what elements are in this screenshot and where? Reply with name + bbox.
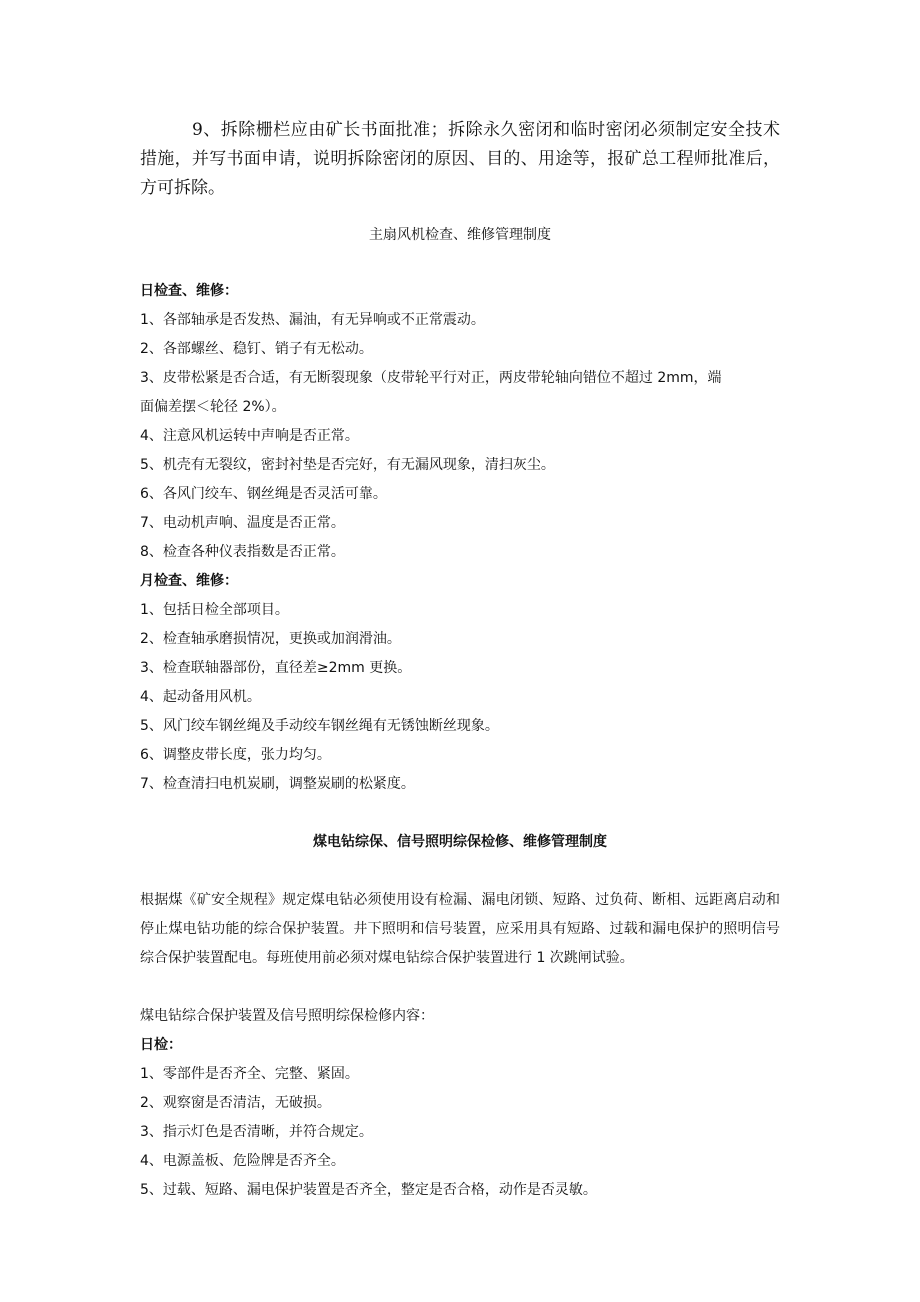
section2-daily-item-3: 3、指示灯色是否清晰，并符合规定。	[140, 1124, 373, 1140]
section1-daily-item-4: 4、注意风机运转中声响是否正常。	[140, 428, 359, 444]
section1-daily-item-2: 2、各部螺丝、稳钉、销子有无松动。	[140, 341, 373, 357]
section2-paragraph: 根据煤《矿安全规程》规定煤电钻必须使用设有检漏、漏电闭锁、短路、过负荷、断相、远距离启动和停止煤电钻功能的综合保护装置。井下照明和信号装置，应采用具有短路、过载和漏电保护的照明信号综合保护装置配电。每班使用前必须对煤电钻综合保护装置进行 1 次跳闸试验。	[140, 892, 780, 966]
section2-daily-item-1: 1、零部件是否齐全、完整、紧固。	[140, 1066, 359, 1082]
section1-daily-item-5: 5、机壳有无裂纹，密封衬垫是否完好，有无漏风现象，清扫灰尘。	[140, 457, 555, 473]
section1-daily-item-7: 7、电动机声响、温度是否正常。	[140, 515, 345, 531]
section1-title: 主扇风机检查、维修管理制度	[369, 227, 551, 243]
section1-monthly-item-6: 6、调整皮带长度，张力均匀。	[140, 747, 331, 763]
section1-monthly-item-7: 7、检查清扫电机炭刷，调整炭刷的松紧度。	[140, 776, 415, 792]
section1-daily-item-1: 1、各部轴承是否发热、漏油，有无异响或不正常震动。	[140, 312, 485, 328]
section1-monthly-item-3: 3、检查联轴器部份，直径差≥2mm 更换。	[140, 660, 412, 676]
section1-daily-item-8: 8、检查各种仪表指数是否正常。	[140, 544, 345, 560]
section2-title: 煤电钻综保、信号照明综保检修、维修管理制度	[313, 834, 607, 850]
section2-content-line: 煤电钻综合保护装置及信号照明综保检修内容：	[140, 1008, 434, 1024]
section1-daily-item-3-cont: 面偏差摆＜轮径 2%）。	[140, 399, 286, 415]
section2-daily-item-2: 2、观察窗是否清洁，无破损。	[140, 1095, 331, 1111]
section2-daily-item-5: 5、过载、短路、漏电保护装置是否齐全，整定是否合格，动作是否灵敏。	[140, 1182, 597, 1198]
section1-monthly-item-4: 4、起动备用风机。	[140, 689, 261, 705]
section1-monthly-item-5: 5、风门绞车钢丝绳及手动绞车钢丝绳有无锈蚀断丝现象。	[140, 718, 499, 734]
intro-paragraph: 9、拆除栅栏应由矿长书面批准；拆除永久密闭和临时密闭必须制定安全技术措施，并写书面申请，说明拆除密闭的原因、目的、用途等，报矿总工程师批准后，方可拆除。	[140, 120, 780, 198]
section1-daily-item-3: 3、皮带松紧是否合适，有无断裂现象（皮带轮平行对正，两皮带轮轴向错位不超过 2mm，端	[140, 370, 722, 386]
section1-monthly-item-2: 2、检查轴承磨损情况，更换或加润滑油。	[140, 631, 401, 647]
section1-monthly-item-1: 1、包括日检全部项目。	[140, 602, 289, 618]
section1-daily-item-6: 6、各风门绞车、钢丝绳是否灵活可靠。	[140, 486, 387, 502]
section2-daily-item-4: 4、电源盖板、危险牌是否齐全。	[140, 1153, 345, 1169]
section2-daily-heading: 日检：	[140, 1037, 182, 1053]
section1-monthly-heading: 月检查、维修：	[140, 573, 238, 589]
section1-daily-heading: 日检查、维修：	[140, 283, 238, 299]
